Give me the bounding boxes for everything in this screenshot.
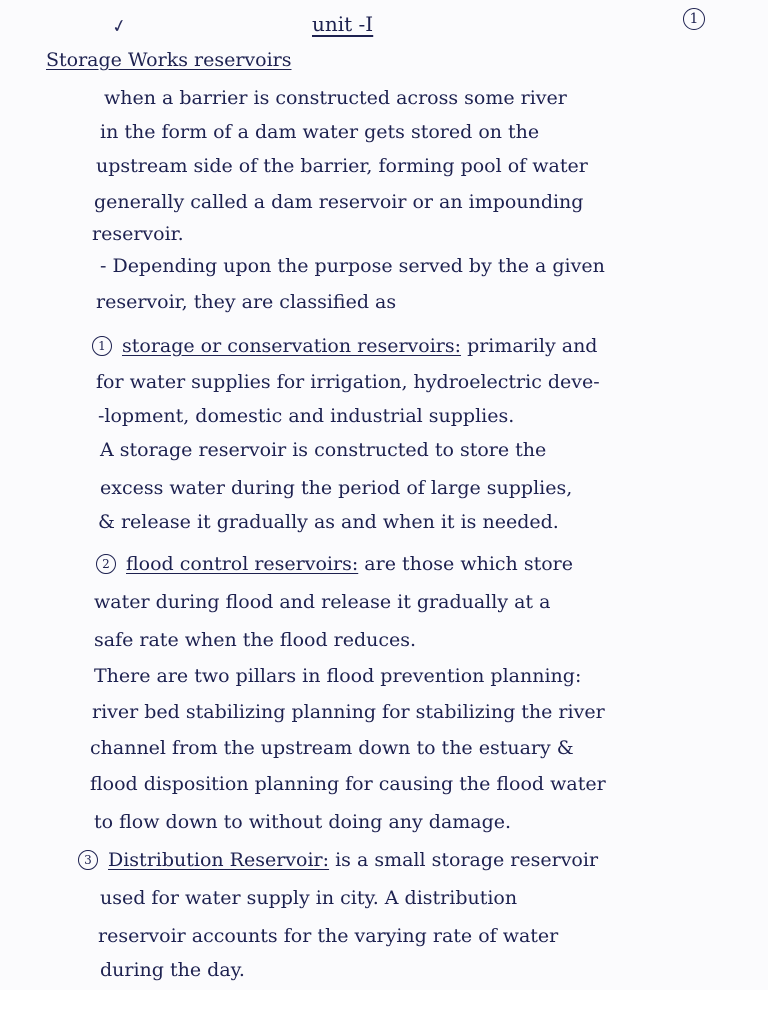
text-line: upstream side of the barrier, forming pool of water xyxy=(96,155,588,177)
section-1-title: storage or conservation reservoirs: xyxy=(122,335,462,357)
unit-title: unit -I xyxy=(312,12,374,36)
text-line: reservoir, they are classified as xyxy=(96,291,397,313)
section-3-title: Distribution Reservoir: xyxy=(108,849,330,871)
text-line: primarily and xyxy=(467,335,598,357)
page-edge xyxy=(0,990,768,1024)
text-line: water during flood and release it gradually at a xyxy=(94,591,551,613)
text-line: channel from the upstream down to the estuary & xyxy=(90,737,574,759)
check-mark-icon: ✓ xyxy=(109,14,130,39)
section-2-title: flood control reservoirs: xyxy=(126,553,359,575)
text-line: during the day. xyxy=(100,959,245,981)
text-line: in the form of a dam water gets stored on the xyxy=(100,121,540,143)
section-3-first-line xyxy=(78,848,598,872)
section-heading: Storage Works reservoirs xyxy=(46,49,292,71)
section-number: 3 xyxy=(78,850,98,870)
section-1-first-line xyxy=(92,334,597,358)
text-line: are those which store xyxy=(364,553,573,575)
text-line: generally called a dam reservoir or an impounding xyxy=(94,191,584,213)
text-line: & release it gradually as and when it is needed. xyxy=(98,511,559,533)
text-line: flood disposition planning for causing the flood water xyxy=(90,773,606,795)
text-line: - Depending upon the purpose served by the a given xyxy=(100,255,605,277)
text-line: excess water during the period of large supplies, xyxy=(100,477,573,499)
text-line: is a small storage reservoir xyxy=(335,849,599,871)
page-header xyxy=(0,6,768,40)
section-2-first-line xyxy=(96,552,573,576)
text-line: There are two pillars in flood prevention planning: xyxy=(94,665,582,687)
section-number: 1 xyxy=(92,336,112,356)
text-line: river bed stabilizing planning for stabilizing the river xyxy=(92,701,605,723)
text-line: -lopment, domestic and industrial supplies. xyxy=(98,405,515,427)
text-line: to flow down to without doing any damage. xyxy=(94,811,512,833)
text-line: for water supplies for irrigation, hydroelectric deve- xyxy=(96,371,600,393)
text-line: reservoir. xyxy=(92,223,184,245)
text-line: reservoir accounts for the varying rate of water xyxy=(98,925,559,947)
text-line: used for water supply in city. A distribution xyxy=(100,887,518,909)
text-line: A storage reservoir is constructed to store the xyxy=(100,439,547,461)
page-number-badge: 1 xyxy=(683,8,705,30)
section-number: 2 xyxy=(96,554,116,574)
text-line: when a barrier is constructed across some river xyxy=(104,87,567,109)
text-line: safe rate when the flood reduces. xyxy=(94,629,417,651)
